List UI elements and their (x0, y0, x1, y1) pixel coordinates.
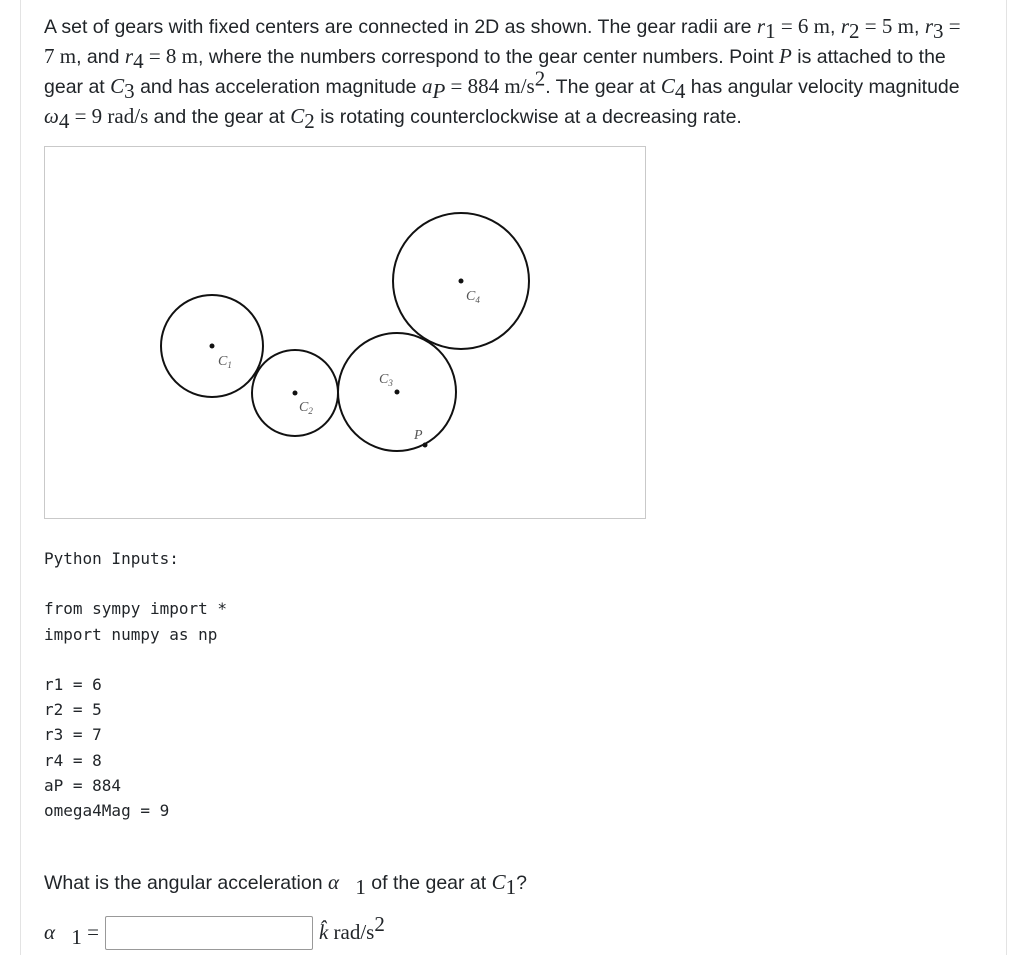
code-blank (44, 571, 227, 596)
center-dot-c2 (293, 391, 298, 396)
label-c2: $C_2$ (299, 400, 313, 416)
answer-label: $\alpha⃗_1$ = (44, 920, 99, 950)
answer-input[interactable] (105, 916, 313, 950)
code-heading: Python Inputs: (44, 549, 179, 568)
code-line: r1 = 6 (44, 674, 102, 694)
label-p: P (414, 428, 423, 443)
code-line: from sympy import * (44, 599, 228, 619)
center-dot-c3 (395, 390, 400, 395)
center-dot-c4 (459, 279, 464, 284)
code-line: omega4Mag = 9 (44, 800, 170, 820)
code-line: r4 = 8 (44, 750, 102, 770)
answer-row (44, 914, 385, 951)
center-dot-c1 (210, 344, 215, 349)
code-line: r2 = 5 (44, 700, 102, 720)
label-c1: $C_1$ (218, 354, 232, 370)
gear-diagram-svg (45, 147, 645, 518)
label-c4: $C_4$ (466, 289, 480, 305)
code-line: aP = 884 (44, 775, 122, 795)
point-p-dot (423, 443, 428, 448)
answer-units: k̂ rad/$s^2$ (318, 912, 385, 944)
python-inputs (44, 546, 227, 823)
question-text: What is the angular acceleration $\alpha⃗_1$ of the gear at $C_1$? (44, 870, 527, 899)
code-line: r3 = 7 (44, 725, 102, 745)
label-c3: $C_3$ (379, 372, 393, 388)
code-line (44, 647, 227, 672)
problem-statement: A set of gears with fixed centers are connected in 2D as shown. The gear radii are $r_1 = 6$ m, $r_2 = 5$ m, $r_3 = 7$ m, and $r_4 = 8$ m, where the numbers correspond to the gear center numbers. Point P is attached to the gear at $C_3$ and has acceleration magnitude $a_P = 884$ $m/s^2$. The gear at $C_4$ has angular velocity magnitude $\omega_4 = 9$ rad/s and the gear at $C_2$ is rotating counterclockwise at a decreasing rate. (44, 14, 961, 133)
code-line: import numpy as np (44, 624, 218, 644)
gear-diagram (44, 146, 646, 519)
